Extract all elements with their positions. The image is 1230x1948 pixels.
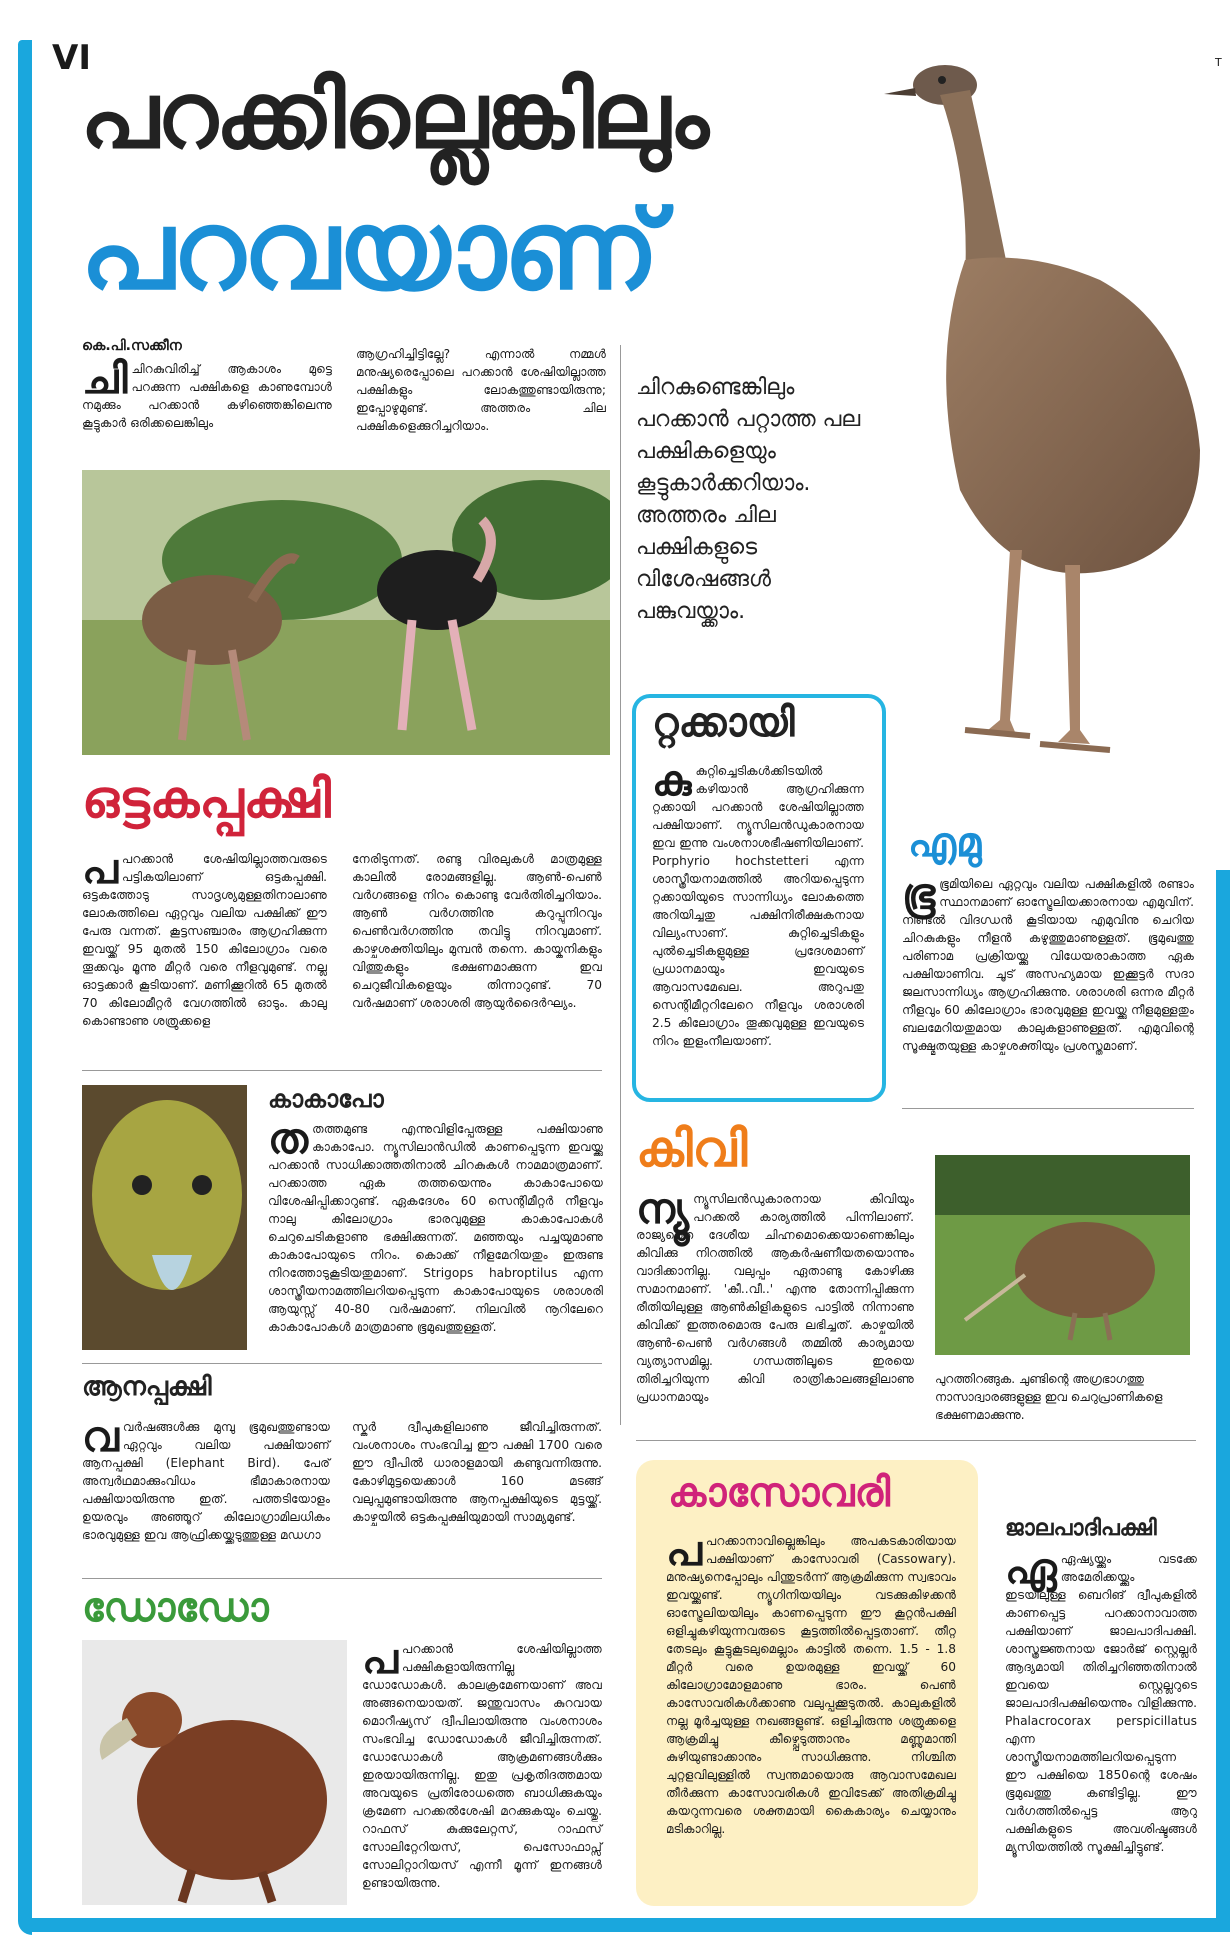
ostrich-photo (82, 470, 610, 755)
dodo-text: പപറക്കാൻ ശേഷിയില്ലാത്ത പക്ഷികളായിരുന്നില്ല ഡോഡോകൾ. കാലക്രമേണയാണ് അവ അങ്ങനെയായത്. ജന്തുവാസം കുറവായ മൊറീഷ്യസ് ദ്വീപിലായിരുന്നു വംശനാശം സംഭവിച്ച ഡോഡോകൾ ജീവിച്ചിരുന്നത്. ഡോഡോകൾ ആക്രമണങ്ങൾക്കും ഇരയായിരുന്നില്ല. ഇതു പ്രകൃതിദത്തമായ അവയുടെ പ്രതിരോധത്തെ ബാധിക്കുകയും ക്രമേണ പറക്കൽശേഷി മറക്കുകയും ചെയ്തു. റാഫസ് കുക്കുലേറ്റസ്, റാഫസ് സോലിറ്റേറിയസ്, പെസോഫാപ്സ് സോലിറ്റാറിയസ് എന്നീ മൂന്ന് ഇനങ്ങൾ ഉണ്ടായിരുന്നു. (362, 1634, 602, 1890)
dodo-title: ഡോഡോ (82, 1585, 269, 1631)
kiwi-title: കിവി (636, 1120, 748, 1178)
kakapo-title: കാകാപോ (268, 1085, 384, 1113)
takahe-title: റ്റക്കായി (652, 700, 795, 746)
elephant-bird-title: ആനപ്പക്ഷി (82, 1372, 212, 1402)
page-frame-left (18, 40, 32, 1935)
emu-photo (870, 30, 1220, 820)
section-divider (636, 1440, 1196, 1441)
elephant-bird-text-col1: വവർഷങ്ങൾക്കു മുമ്പു ഭൂമുഖത്തുണ്ടായ ഏറ്റവും വലിയ പക്ഷിയാണ് ആനപ്പക്ഷി (Elephant Bird). പേര് അന്വർഥമാക്കുംവിധം ഭീമാകാരനായ പക്ഷിയായിരുന്നു ഇത്. പത്തടിയോളം ഉയരവും അഞ്ഞൂറ് കിലോഗ്രാമിലധികം ഭാരവുമുള്ള ഇവ ആഫ്രിക്കയ്ക്കടുത്തുള്ള മഡഗാ (82, 1412, 330, 1542)
takahe-text: കുകുറ്റിച്ചെടികൾക്കിടയിൽ കഴിയാൻ ആഗ്രഹിക്കുന്ന റ്റക്കായി പറക്കാൻ ശേഷിയില്ലാത്ത പക്ഷിയാണ്. ന്യൂസിലൻഡുകാരനായ ഇവ ഇന്നു വംശനാശഭീഷണിയിലാണ്. Porphyrio hochstetteri എന്ന ശാസ്ത്രീയനാമത്തിൽ അറിയപ്പെടുന്ന റ്റക്കായിയുടെ സാന്നിധ്യം ലോകത്തെ അറിയിച്ചതു പക്ഷിനിരീക്ഷകനായ വില്യംസാണ്. കുറ്റിച്ചെടികളും പുൽച്ചെടികളുമുള്ള പ്രദേശമാണ് പ്രധാനമായും ഇവയുടെ ആവാസമേഖല. അറുപതു സെന്റിമീറ്ററിലേറെ നീളവും ശരാശരി 2.5 കിലോഗ്രാം തൂക്കവുമുള്ള ഇവയുടെ നിറം ഇളംനീലയാണ്. (652, 756, 864, 1048)
cormorant-text: ഏഏഷ്യയ്ക്കും വടക്കേ അമേരിക്കയ്ക്കും ഇടയിലുള്ള ബെറിങ് ദ്വീപുകളിൽ കാണപ്പെട്ട പറക്കാനാവാത്ത പക്ഷിയാണ് ജാലപാദിപക്ഷി. ശാസ്ത്രജ്ഞനായ ജോർജ് സ്റ്റെല്ലർ ആദ്യമായി തിരിച്ചറിഞ്ഞതിനാൽ ഇവയെ സ്റ്റെല്ലറുടെ ജാലപാദിപക്ഷിയെന്നും വിളിക്കുന്നു. Phalacrocorax perspicillatus എന്ന ശാസ്ത്രീയനാമത്തിലറിയപ്പെടുന്ന ഈ പക്ഷിയെ 1850ന്റെ ശേഷം ഭൂമുഖത്തു കണ്ടിട്ടില്ല. ഈ വർഗത്തിൽപ്പെട്ട ആറു പക്ഷികളുടെ അവശിഷ്ടങ്ങൾ മ്യൂസിയത്തിൽ സൂക്ഷിച്ചിട്ടുണ്ട്. (1005, 1544, 1197, 1854)
cassowary-title: കാസോവരി (668, 1470, 891, 1516)
emu-text: ഭൂഭൂമിയിലെ ഏറ്റവും വലിയ പക്ഷികളിൽ രണ്ടാം സ്ഥാനമാണ് ഓസ്ട്രേലിയക്കാരനായ എമുവിന്. നീണ്ടൽ വിദഗ്ധൻ കൂടിയായ എമുവിനു ചെറിയ ചിറകുകളും നീളൻ കഴുത്തുമാണുള്ളത്. ഭൂമുഖത്തു പരിണാമ പ്രക്രിയയ്ക്കു വിധേയരാകാത്ത ഏക പക്ഷിയാണിവ. ചൂട് അസഹ്യമായ ഇക്കൂട്ടർ സദാ ജലസാന്നിധ്യം ആഗ്രഹിക്കുന്നു. ശരാശരി ഒന്നര മീറ്റർ നീളവും 60 കിലോഗ്രാം ഭാരവുമുള്ള ഇവയ്ക്കു നീളമുള്ളതും ബലമേറിയതുമായ കാലുകളാണുള്ളത്. എമുവിന്റെ സൂക്ഷ്മതയുള്ള കാഴ്ചശക്തിയും പ്രശസ്തമാണ്. (902, 869, 1194, 1053)
ostrich-title: ഒട്ടകപ്പക്ഷി (82, 770, 331, 830)
intro-highlight: ചിറകുണ്ടെങ്കിലും പറക്കാൻ പറ്റാത്ത പല പക്ഷികളെയും കൂട്ടുകാർക്കറിയാം. അത്തരം ചില പക്ഷികളുടെ വിശേഷങ്ങൾ പങ്കുവയ്ക്കാം. (636, 375, 861, 624)
cormorant-title: ജാലപാദിപക്ഷി (1005, 1516, 1157, 1541)
ostrich-text-col1: പപറക്കാൻ ശേഷിയില്ലാത്തവരുടെ പട്ടികയിലാണ് ഒട്ടകപ്പക്ഷി. ഒട്ടകത്തോടു സാദൃശ്യമുള്ളതിനാലാണു ലോകത്തിലെ ഏറ്റവും വലിയ പക്ഷിക്ക് ഈ പേരു വന്നത്. കൂട്ടസഞ്ചാരം ആഗ്രഹിക്കുന്ന ഇവയ്ക്ക് 95 മുതൽ 150 കിലോഗ്രാം വരെ തൂക്കവും മൂന്നു മീറ്റർ വരെ നീളവുമുണ്ട്. നല്ല ഓട്ടക്കാർ കൂടിയാണ്. മണിക്കൂറിൽ 65 മുതൽ 70 കിലോമീറ്റർ വേഗത്തിൽ ഓടും. കാലു കൊണ്ടാണു ശത്രുക്കളെ (82, 844, 327, 1028)
page-frame-bottom (18, 1918, 1230, 1932)
headline-line-1: പറക്കില്ലെങ്കിലും (80, 62, 707, 169)
kiwi-photo (935, 1155, 1190, 1355)
kakapo-text: തതത്തമുണ്ട എന്നുവിളിപ്പേരുള്ള പക്ഷിയാണു കാകാപോ. ന്യൂസിലാൻഡിൽ കാണപ്പെടുന്ന ഇവയ്ക്കു പറക്കാൻ സാധിക്കാത്തതിനാൽ ചിറകുകൾ നാമമാത്രമാണ്. പറക്കാത്ത ഏക തത്തയെന്നും കാകാപോയെ വിശേഷിപ്പിക്കാറുണ്ട്. ഏകദേശം 60 സെന്റിമീറ്റർ നീളവും നാലു കിലോഗ്രാം ഭാരവുമുള്ള കാകാപോകൾ ചെറുചെടികളാണു ഭക്ഷിക്കുന്നത്. മഞ്ഞയും പച്ചയുമാണു കാകാപോയുടെ നിറം. കൊക്ക് നീളമേറിയതും ഇരുണ്ട നിറത്തോടുകൂടിയതുമാണ്. Strigops habroptilus എന്ന ശാസ്ത്രീയനാമത്തിലറിയപ്പെടുന്ന കാകാപോയുടെ ശരാശരി ആയുസ്സ് 40-80 വർഷമാണ്. നിലവിൽ നൂറിലേറെ കാകാപോകൾ മാത്രമാണു ഭൂമുഖത്തുള്ളത്. (268, 1114, 603, 1334)
kiwi-caption: പുറത്തിറങ്ങുക. ചുണ്ടിന്റെ അഗ്രഭാഗത്തു നാസാദ്വാരങ്ങളുള്ള ഇവ ചെറുപ്രാണികളെ ഭക്ഷണമാക്കുന്നു. (935, 1372, 1163, 1422)
section-divider (82, 1363, 602, 1364)
page-number: VI (52, 38, 91, 78)
kakapo-photo (82, 1085, 247, 1350)
section-divider (82, 1578, 602, 1579)
cassowary-text: പപറക്കാനാവില്ലെങ്കിലും അപകടകാരിയായ പക്ഷിയാണ് കാസോവരി (Cassowary). മനുഷ്യനെപ്പോലും പിന്തുടർന്ന് ആക്രമിക്കുന്ന സ്വഭാവം ഇവയ്ക്കുണ്ട്. ന്യൂഗിനിയയിലും വടക്കുകിഴക്കൻ ഓസ്ട്രേലിയയിലും കാണപ്പെടുന്ന ഈ കൂറ്റൻപക്ഷി ഒളിച്ചുകഴിയുന്നവരുടെ കൂട്ടത്തിൽപ്പെട്ടതാണ്. തീറ്റ തേടലും കൂട്ടുകൂടലുമെല്ലാം കാട്ടിൽ തന്നെ. 1.5 - 1.8 മീറ്റർ വരെ ഉയരമുള്ള ഇവയ്ക്ക് 60 കിലോഗ്രാമോളമാണു ഭാരം. പെൺ കാസോവരികൾക്കാണു വലുപ്പക്കൂടുതൽ. കാലുകളിൽ നല്ല മൂർച്ചയുള്ള നഖങ്ങളുണ്ട്. ഒളിച്ചിരുന്നു ശത്രുക്കളെ ആക്രമിച്ചു കീഴ്പ്പെടുത്താനും മണ്ണുമാന്തി കുഴിയുണ്ടാക്കാനും സാധിക്കുന്നു. നിശ്ചിത ചുറ്റളവിലുള്ളിൽ സ്വന്തമായൊരു ആവാസമേഖല തീർക്കുന്ന കാസോവരികൾ ഇവിടേക്ക് അതിക്രമിച്ചു കയറുന്നവരെ ശക്തമായി കൈകാര്യം ചെയ്യാനും മടികാറില്ല. (666, 1526, 956, 1836)
elephant-bird-text-col2: സ്കർ ദ്വീപുകളിലാണു ജീവിച്ചിരുന്നത്. വംശനാശം സംഭവിച്ച ഈ പക്ഷി 1700 വരെ ഈ ദ്വീപിൽ ധാരാളമായി കണ്ടുവന്നിരുന്നു. കോഴിമുട്ടയെക്കാൾ 160 മടങ്ങ് വലുപ്പമുണ്ടായിരുന്നു ആനപ്പക്ഷിയുടെ മുട്ടയ്ക്ക്. കാഴ്ചയിൽ ഒട്ടകപ്പക്ഷിയുമായി സാമ്യമുണ്ട്. (352, 1420, 602, 1524)
section-divider (82, 1070, 602, 1071)
emu-title: എമു (908, 820, 982, 866)
column-divider (620, 345, 621, 1425)
section-divider (902, 1108, 1194, 1109)
intro-text-col1: ചിചിറകുവിരിച്ച് ആകാശം മുട്ടെ പറക്കുന്ന പക്ഷികളെ കാണുമ്പോൾ നമുക്കും പറക്കാൻ കഴിഞ്ഞെങ്കിലെന്നു കൂട്ടുകാർ ഒരിക്കലെങ്കിലും (82, 354, 332, 430)
ostrich-text-col2: നേരിടുന്നത്. രണ്ടു വിരലുകൾ മാത്രമുള്ള കാലിൽ രോമങ്ങളില്ല. ആൺ-പെൺ വർഗങ്ങളെ നിറം കൊണ്ടു വേർതിരിച്ചറിയാം. ആൺ വർഗത്തിനു കറുപ്പുനിറവും പെൺവർഗത്തിനു തവിട്ടു നിറവുമാണ്. കാഴ്ചശക്തിയിലും മുമ്പൻ തന്നെ. കായ്കനികളും വിത്തുകളും ഭക്ഷണമാക്കുന്ന ഇവ ചെറുജീവികളെയും തിന്നാറുണ്ട്. 70 വർഷമാണ് ശരാശരി ആയുർദൈർഘ്യം. (352, 852, 602, 1010)
dodo-photo (82, 1640, 347, 1905)
page-frame-right (1216, 870, 1230, 1932)
corner-mark: T (1215, 56, 1222, 69)
kiwi-text: ന്യൂ ന്യൂസിലൻഡുകാരനായ കിവിയും പറക്കൽ കാര്യത്തിൽ പിന്നിലാണ്. രാജ്യത്തെ ദേശീയ ചിഹ്നമൊക്കെയാണെങ്കിലും കിവിക്കു നിറത്തിൽ ആകർഷണീയതയൊന്നും വാദിക്കാനില്ല. വലുപ്പം ഏതാണ്ടു കോഴിക്കു സമാനമാണ്. 'കീ..വീ..' എന്നു തോന്നിപ്പിക്കുന്ന രീതിയിലുള്ള ആൺകിളികളുടെ പാട്ടിൽ നിന്നാണു കിവിക്ക് ഇത്തരമൊരു പേരു ലഭിച്ചത്. കാഴ്ചയിൽ ആൺ-പെൺ വർഗങ്ങൾ തമ്മിൽ കാര്യമായ വ്യത്യാസമില്ല. ഗന്ധത്തിലൂടെ ഇരയെ തിരിച്ചറിയുന്ന കിവി രാത്രികാലങ്ങളിലാണു പ്രധാനമായും (636, 1184, 914, 1404)
headline-line-2: പറവയാണ് (80, 186, 658, 314)
author-byline: കെ.പി.സക്കീന (82, 338, 182, 354)
intro-text-col2: ആഗ്രഹിച്ചിട്ടില്ലേ? എന്നാൽ നമ്മൾ മനുഷ്യരെപ്പോലെ പറക്കാൻ ശേഷിയില്ലാത്ത പക്ഷികളും ലോകത്തുണ്ടായിരുന്നു; ഇപ്പോഴുമുണ്ട്. അത്തരം ചില പക്ഷികളെക്കുറിച്ചറിയാം. (356, 347, 606, 433)
